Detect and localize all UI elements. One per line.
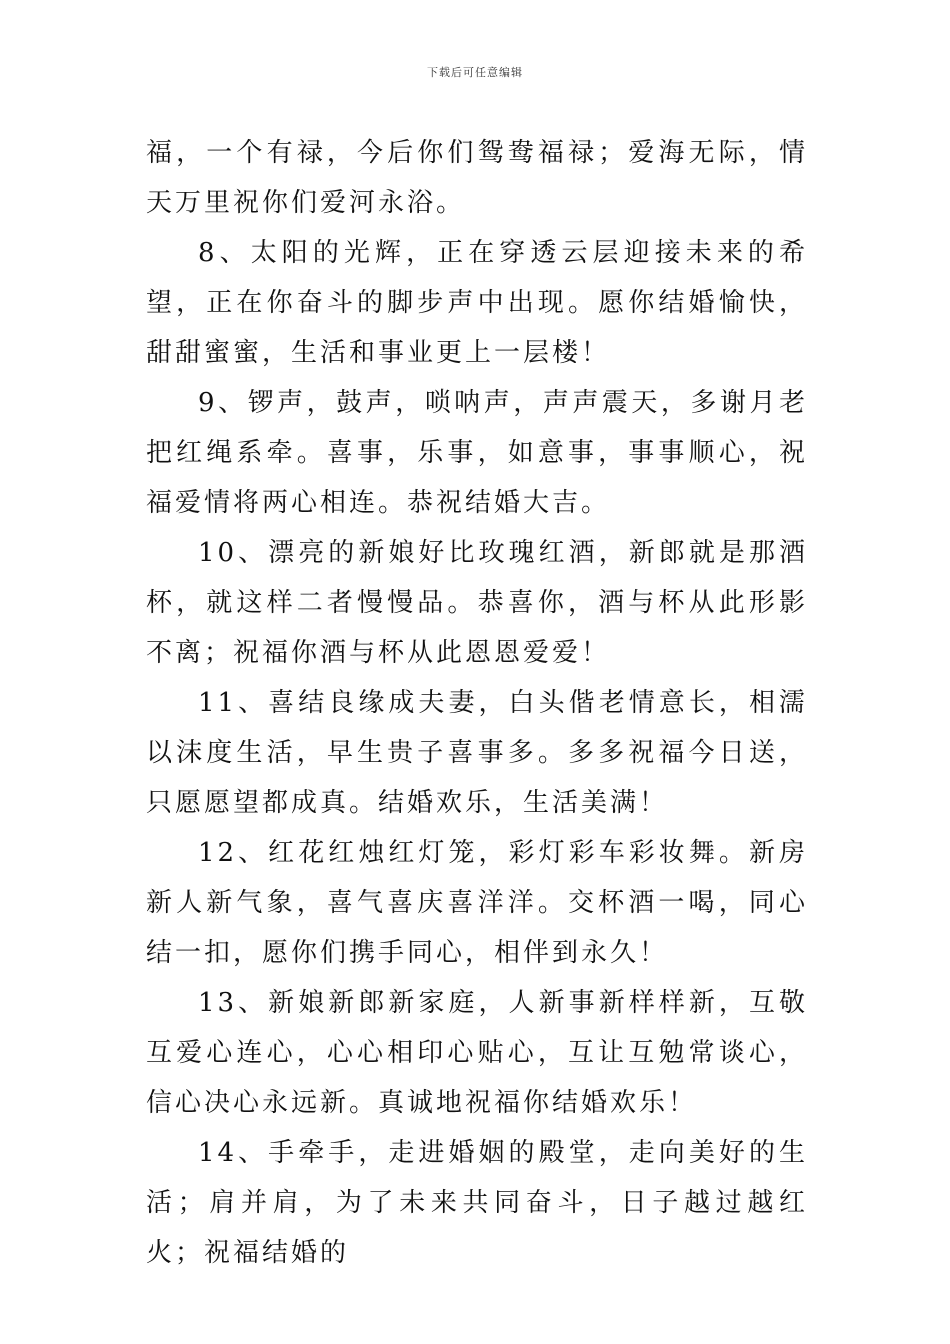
- paragraph-14: 14、手牵手，走进婚姻的殿堂，走向美好的生活；肩并肩，为了未来共同奋斗，日子越过越红火；祝福结婚的: [146, 1138, 808, 1268]
- paragraph-continuation: 福，一个有禄，今后你们鸳鸯福禄；爱海无际，情天万里祝你们爱河永浴。: [146, 138, 808, 218]
- document-body: [146, 128, 808, 1278]
- paragraph-13: 13、新娘新郎新家庭，人新事新样样新，互敬互爱心连心，心心相印心贴心，互让互勉常谈心，信心决心永远新。真诚地祝福你结婚欢乐！: [146, 988, 808, 1118]
- paragraph-9: 9、锣声，鼓声，唢呐声，声声震天，多谢月老把红绳系牵。喜事，乐事，如意事，事事顺心，祝福爱情将两心相连。恭祝结婚大吉。: [146, 388, 808, 518]
- paragraph-11: 11、喜结良缘成夫妻，白头偕老情意长，相濡以沫度生活，早生贵子喜事多。多多祝福今日送，只愿愿望都成真。结婚欢乐，生活美满！: [146, 688, 808, 818]
- paragraph-10: 10、漂亮的新娘好比玫瑰红酒，新郎就是那酒杯，就这样二者慢慢品。恭喜你，酒与杯从此形影不离；祝福你酒与杯从此恩恩爱爱！: [146, 538, 808, 668]
- page-header: 下载后可任意编辑: [427, 66, 523, 79]
- paragraph-8: 8、太阳的光辉，正在穿透云层迎接未来的希望，正在你奋斗的脚步声中出现。愿你结婚愉快，甜甜蜜蜜，生活和事业更上一层楼！: [146, 238, 808, 368]
- paragraph-12: 12、红花红烛红灯笼，彩灯彩车彩妆舞。新房新人新气象，喜气喜庆喜洋洋。交杯酒一喝，同心结一扣，愿你们携手同心，相伴到永久！: [146, 838, 808, 968]
